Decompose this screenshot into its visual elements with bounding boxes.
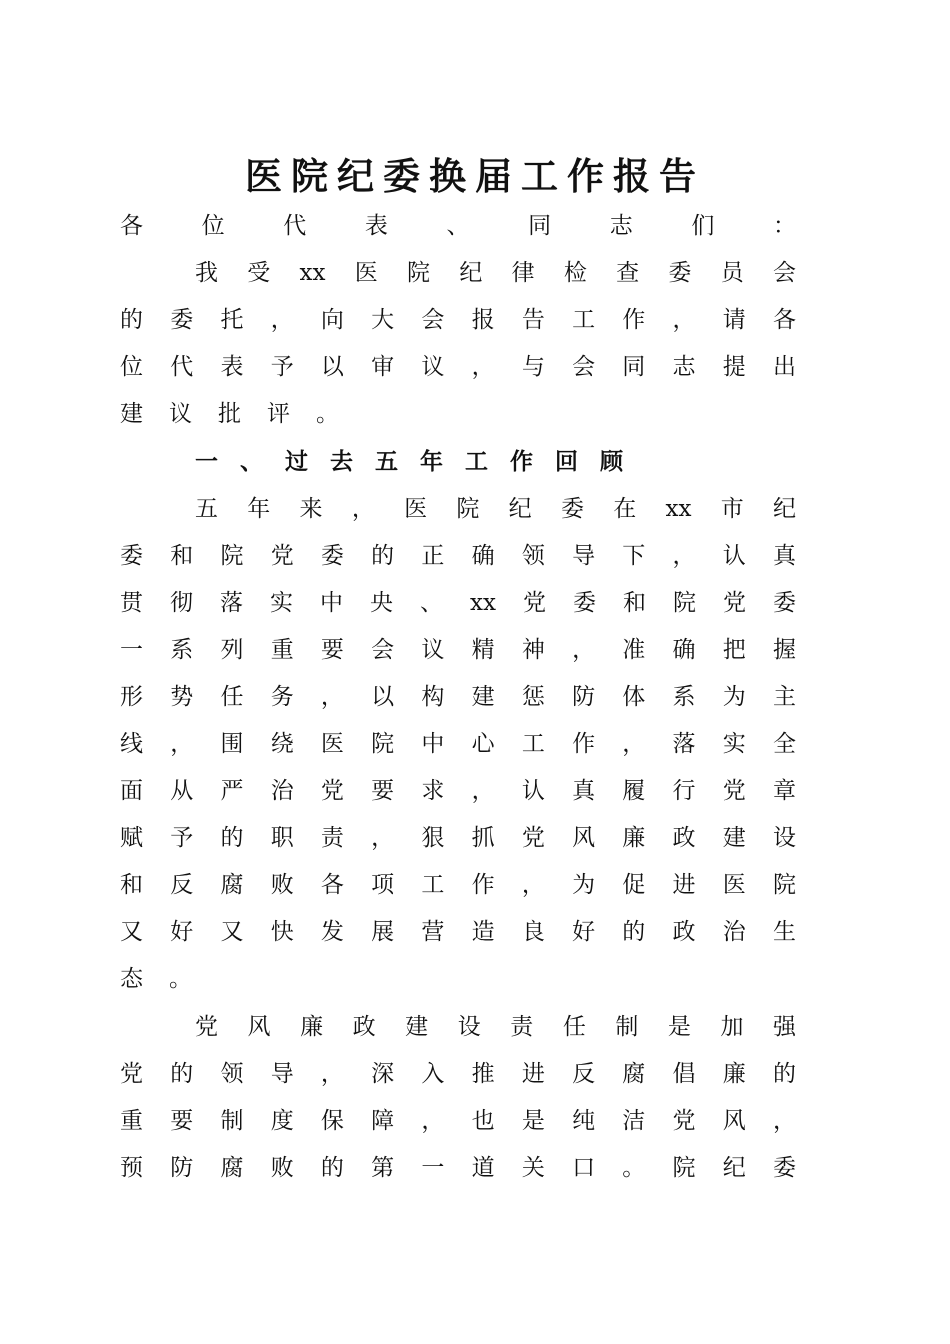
paragraph2-line-5: 形势任务，以构建惩防体系为主 bbox=[120, 684, 796, 710]
paragraph1-line-4: 建议批评。 bbox=[120, 401, 365, 427]
section-heading: 一、过去五年工作回顾 bbox=[195, 449, 645, 475]
paragraph2-line-3: 贯彻落实中央、xx党委和院党委 bbox=[120, 590, 796, 616]
paragraph2-line-10: 又好又快发展营造良好的政治生 bbox=[120, 919, 796, 945]
paragraph2-line-4: 一系列重要会议精神，准确把握 bbox=[120, 637, 796, 663]
paragraph3-line-3: 重要制度保障，也是纯洁党风， bbox=[120, 1108, 796, 1134]
document-title: 医院纪委换届工作报告 bbox=[245, 154, 705, 198]
paragraph2-line-2: 委和院党委的正确领导下，认真 bbox=[120, 543, 796, 569]
paragraph1-line-3: 位代表予以审议，与会同志提出 bbox=[120, 354, 796, 380]
paragraph2-line-6: 线，围绕医院中心工作，落实全 bbox=[120, 731, 796, 757]
paragraph3-line-1: 党风廉政建设责任制是加强 bbox=[195, 1014, 796, 1040]
paragraph2-line-7: 面从严治党要求，认真履行党章 bbox=[120, 778, 796, 804]
paragraph3-line-4: 预防腐败的第一道关口。院纪委 bbox=[120, 1155, 796, 1181]
greeting: 各位代表、同志们： bbox=[120, 213, 796, 239]
paragraph2-line-11: 态。 bbox=[120, 966, 218, 992]
paragraph2-line-1: 五年来，医院纪委在xx市纪 bbox=[195, 496, 796, 522]
paragraph3-line-2: 党的领导，深入推进反腐倡廉的 bbox=[120, 1061, 796, 1087]
paragraph2-line-8: 赋予的职责，狠抓党风廉政建设 bbox=[120, 825, 796, 851]
paragraph2-line-9: 和反腐败各项工作，为促进医院 bbox=[120, 872, 796, 898]
paragraph1-line-2: 的委托，向大会报告工作，请各 bbox=[120, 307, 796, 333]
paragraph1-line-1: 我受xx医院纪律检查委员会 bbox=[195, 260, 796, 286]
